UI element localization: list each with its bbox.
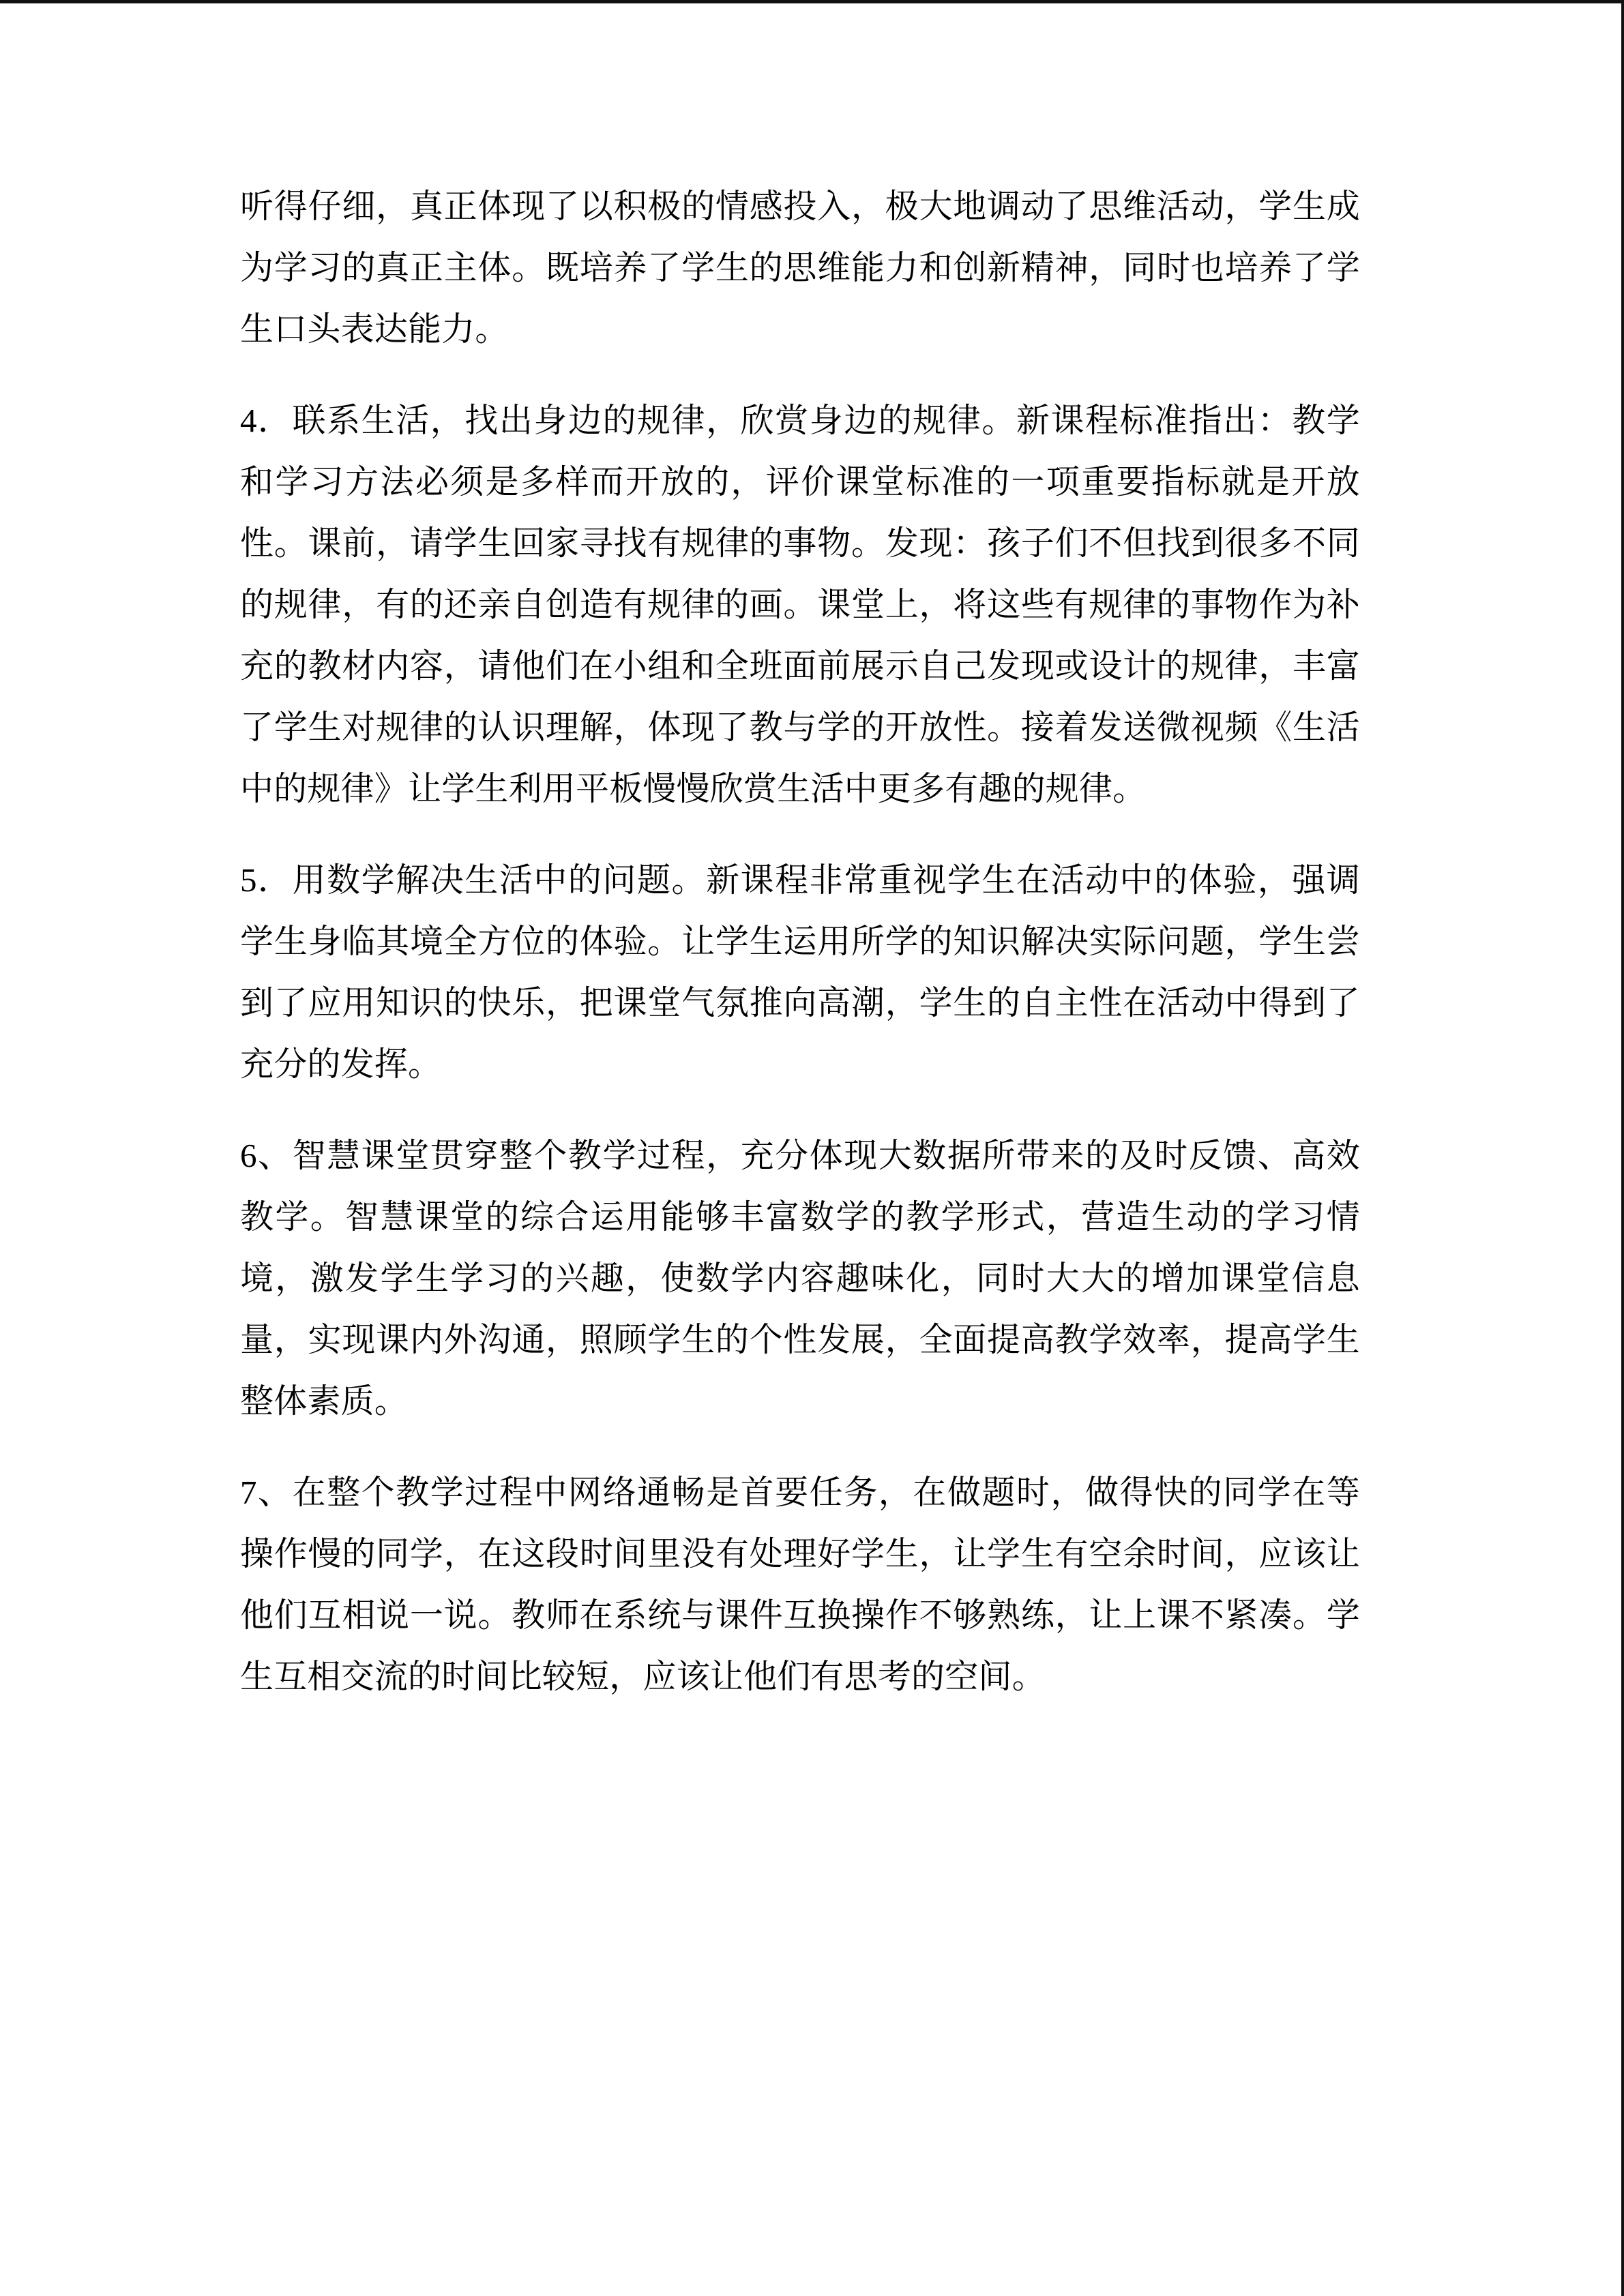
page-right-edge-rule [1621, 0, 1624, 2296]
paragraph-item-5: 5．用数学解决生活中的问题。新课程非常重视学生在活动中的体验，强调学生身临其境全方位的体验。让学生运用所学的知识解决实际问题，学生尝到了应用知识的快乐，把课堂气氛推向高潮，学生的自主性在活动中得到了充分的发挥。 [240, 861, 1360, 1083]
paragraph-item-7: 7、在整个教学过程中网络通畅是首要任务，在做题时，做得快的同学在等操作慢的同学，在这段时间里没有处理好学生，让学生有空余时间，应该让他们互相说一说。教师在系统与课件互换操作不够熟练，让上课不紧凑。学生互相交流的时间比较短，应该让他们有思考的空间。 [240, 1474, 1360, 1695]
paragraph-item-6: 6、智慧课堂贯穿整个教学过程，充分体现大数据所带来的及时反馈、高效教学。智慧课堂的综合运用能够丰富数学的教学形式，营造生动的学习情境，激发学生学习的兴趣，使数学内容趣味化，同时大大的增加课堂信息量，实现课内外沟通，照顾学生的个性发展，全面提高教学效率，提高学生整体素质。 [240, 1137, 1360, 1420]
document-text-column [240, 176, 1360, 1708]
paragraph-item-4: 4．联系生活，找出身边的规律，欣赏身边的规律。新课程标准指出：教学和学习方法必须是多样而开放的，评价课堂标准的一项重要指标就是开放性。课前，请学生回家寻找有规律的事物。发现：孩子们不但找到很多不同的规律，有的还亲自创造有规律的画。课堂上，将这些有规律的事物作为补充的教材内容，请他们在小组和全班面前展示自己发现或设计的规律，丰富了学生对规律的认识理解，体现了教与学的开放性。接着发送微视频《生活中的规律》让学生利用平板慢慢欣赏生活中更多有趣的规律。 [240, 402, 1360, 807]
paragraph-continuation: 听得仔细，真正体现了以积极的情感投入，极大地调动了思维活动，学生成为学习的真正主体。既培养了学生的思维能力和创新精神，同时也培养了学生口头表达能力。 [240, 188, 1360, 348]
page-top-edge-rule [0, 0, 1624, 3]
